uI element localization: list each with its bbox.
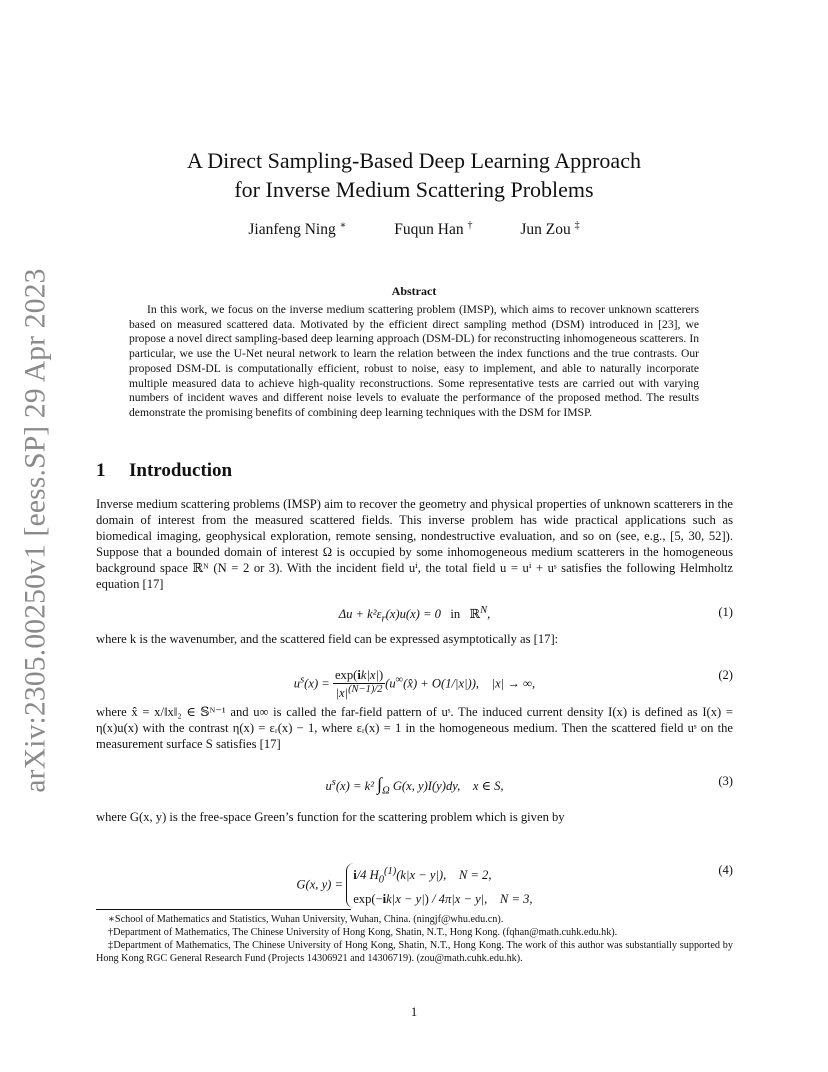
arxiv-identifier[interactable]: arXiv:2305.00250v1 [eess.SP] 29 Apr 2023 bbox=[19, 267, 52, 793]
page-number: 1 bbox=[410, 1005, 418, 1019]
footnote-mark: ∗ bbox=[339, 220, 347, 231]
section-heading bbox=[96, 460, 232, 482]
abstract-text: In this work, we focus on the inverse medium scattering problem (IMSP), which aims to recover unknown scatterers based on measured scattered data. Motivated by the efficient direct sampling method (DSM) introduced in [23], we propose a novel direct sampling-based deep learning approach (DSM-DL) for reconstructing inhomogeneous scatterers. In particular, we use the U-Net neural network to learn the relation between the index functions and the true contrasts. Our proposed DSM-DL is computationally efficient, robust to noise, easy to implement, and able to naturally incorporate multiple measured data to achieve high-quality reconstructions. Some representative tests are carried out with varying numbers of incident waves and different noise levels to evaluate the performance of the proposed method. The results demonstrate the promising benefits of combining deep learning techniques with the DSM for IMSP. bbox=[129, 303, 699, 419]
equation-1-tag: (1) bbox=[718, 605, 733, 619]
title-line-2: for Inverse Medium Scattering Problems bbox=[234, 177, 594, 202]
paper-title bbox=[0, 146, 828, 204]
intro-paragraph-4: where G(x, y) is the free-space Green’s function for the scattering problem which is given by bbox=[96, 810, 565, 824]
footnotes bbox=[96, 913, 733, 965]
intro-paragraph-2: where k is the wavenumber, and the scattered field can be expressed asymptotically as [17]: bbox=[96, 632, 559, 646]
intro-paragraph-3: where x̂ = x/‖x‖₂ ∈ 𝕊ᴺ⁻¹ and u∞ is called the far-field pattern of uˢ. The induced current density I(x) is defined as I(x) = η(x)u(x) with the contrast η(x) = εᵣ(x) − 1, where εᵣ(x) = 1 in the homogeneous medium. Then the scattered field uˢ on the measurement surface S satisfies [17] bbox=[96, 705, 733, 751]
footnote-mark: ‡ bbox=[574, 220, 580, 231]
footnote-mark: † bbox=[467, 220, 473, 231]
author-ning: Jianfeng Ning ∗ bbox=[248, 220, 347, 239]
equation-2-tag: (2) bbox=[718, 668, 733, 682]
section-number: 1 bbox=[96, 460, 106, 481]
section-title: Introduction bbox=[129, 460, 233, 481]
author-han: Fuqun Han † bbox=[394, 220, 473, 239]
equation-4-tag: (4) bbox=[718, 863, 733, 877]
abstract-heading: Abstract bbox=[391, 284, 437, 298]
footnote-divider bbox=[96, 909, 351, 910]
footnote-1: ∗School of Mathematics and Statistics, Wuhan University, Wuhan, China. (ningjf@whu.edu.cn). bbox=[108, 914, 504, 925]
footnote-2: †Department of Mathematics, The Chinese University of Hong Kong, Shatin, N.T., Hong Kong. (fqhan@math.cuhk.edu.hk). bbox=[108, 927, 618, 938]
author-zou: Jun Zou ‡ bbox=[520, 220, 580, 239]
arxiv-side-stamp[interactable] bbox=[16, 267, 56, 793]
equation-3-tag: (3) bbox=[718, 774, 733, 788]
footnote-3: ‡Department of Mathematics, The Chinese University of Hong Kong, Shatin, N.T., Hong Kong. The work of this author was substantially supported by Hong Kong RGC General Research Fund (Projects 14306921 and 14306719). (zou@math.cuhk.edu.hk). bbox=[96, 940, 733, 964]
intro-paragraph-1: Inverse medium scattering problems (IMSP) aim to recover the geometry and physical properties of unknown scatterers in the domain of interest from the measured scattered fields. This inverse problem has wide practical applications such as biomedical imaging, geophysical exploration, remote sensing, nondestructive evaluation, and so on (see, e.g., [5, 30, 52]). Suppose that a bounded domain of interest Ω is occupied by some inhomogeneous medium scatterers in the homogeneous background space ℝᴺ (N = 2 or 3). With the incident field uⁱ, the total field u = uⁱ + uˢ satisfies the following Helmholtz equation [17] bbox=[96, 497, 733, 591]
author-list bbox=[0, 220, 828, 239]
title-line-1: A Direct Sampling-Based Deep Learning Approach bbox=[187, 148, 641, 173]
